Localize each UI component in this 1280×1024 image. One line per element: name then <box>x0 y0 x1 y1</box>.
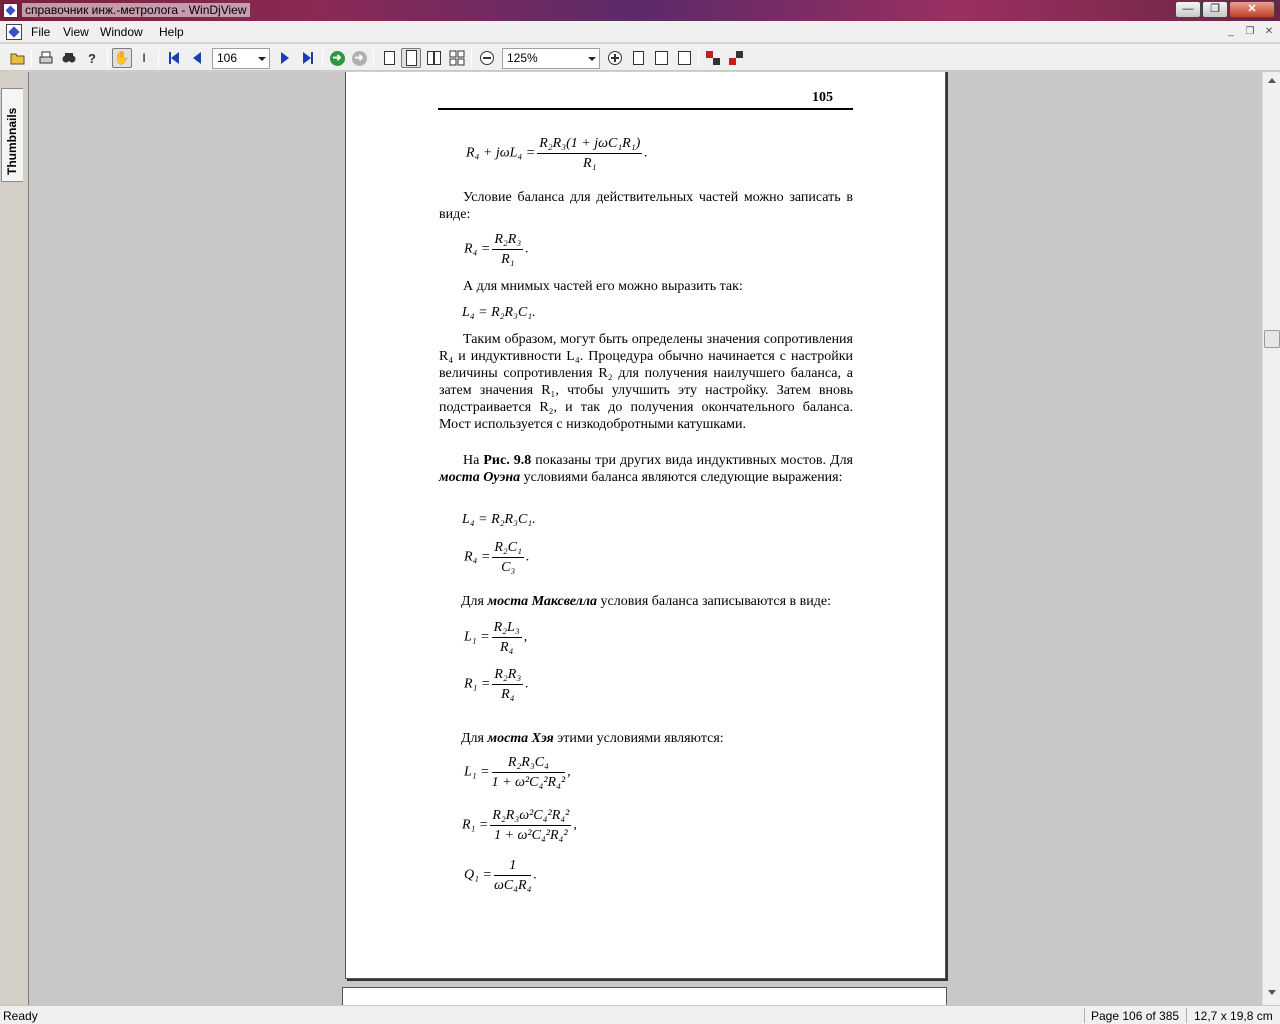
chevron-down-icon <box>258 57 266 61</box>
back-icon[interactable]: ➜ <box>327 48 347 68</box>
paragraph-2: А для мнимых частей его можно выразить так: <box>463 279 743 294</box>
menu-window[interactable]: Window <box>100 25 143 39</box>
zoom-out-icon[interactable] <box>477 48 497 68</box>
single-page-icon[interactable] <box>379 48 399 68</box>
paragraph-4: На Рис. 9.8 показаны три других вида индуктивных мостов. Для моста Оуэна условиями баланса являются следующие выражения: <box>439 453 853 485</box>
fit-page-icon[interactable] <box>674 48 694 68</box>
hand-tool-icon[interactable]: ✋ <box>112 48 132 68</box>
equation-10: Q₁ = $\frac{1}{\text{ωC₄R₄}}$ . <box>464 858 537 893</box>
menu-bar <box>0 21 1280 43</box>
page-number-value: 106 <box>217 51 238 65</box>
equation-7: R₁ = $\frac{\text{R₂R₃}}{\text{R₄}}$ . <box>464 667 529 702</box>
help-icon[interactable]: ? <box>88 50 96 66</box>
mdi-close-button[interactable]: ✕ <box>1264 26 1274 37</box>
thumbnails-tab[interactable] <box>1 88 23 182</box>
document-page <box>345 72 946 979</box>
header-rule <box>438 108 853 110</box>
status-page-size: 12,7 x 19,8 cm <box>1194 1009 1273 1023</box>
windjview-app-icon[interactable] <box>3 3 18 18</box>
forward-icon[interactable]: ➜ <box>349 48 369 68</box>
scroll-up-icon[interactable] <box>1268 78 1276 83</box>
status-page-info: Page 106 of 385 <box>1091 1009 1180 1023</box>
fit-width-icon[interactable] <box>651 48 671 68</box>
status-ready: Ready <box>3 1009 38 1023</box>
previous-page-icon[interactable] <box>187 48 207 68</box>
maximize-button[interactable]: ❐ <box>1202 1 1228 18</box>
title-bar <box>0 0 1280 21</box>
equation-5: R₄ = $\frac{\text{R₂C₁}}{\text{C₃}}$ . <box>464 540 530 575</box>
minimize-button[interactable]: — <box>1175 1 1201 18</box>
paragraph-6: Для моста Хэя этими условиями являются: <box>461 731 724 746</box>
mdi-minimize-button[interactable]: _ <box>1228 26 1234 37</box>
open-icon[interactable] <box>8 48 28 68</box>
equation-2: R₄ = $\frac{\text{R₂R₃}}{\text{R₁}}$ . <box>464 232 529 267</box>
vertical-scrollbar[interactable] <box>1262 72 1280 1005</box>
document-icon[interactable] <box>6 24 22 40</box>
next-document-page <box>342 987 947 1005</box>
next-page-icon[interactable] <box>275 48 295 68</box>
zoom-combo[interactable] <box>502 48 600 69</box>
equation-1: R₄ + jωL₄ = $\frac{\text{R₂R₃(1 + jωC₁R₁)}}{\text{R₁}}$ . <box>466 136 648 171</box>
scrollbar-thumb[interactable] <box>1264 330 1280 348</box>
first-page-icon[interactable] <box>164 48 184 68</box>
equation-6: L₁ = $\frac{\text{R₂L₃}}{\text{R₄}}$ , <box>464 620 528 655</box>
thumbnails-tab-label: Thumbnails <box>5 107 19 175</box>
find-icon[interactable] <box>59 48 79 68</box>
chevron-down-icon <box>588 57 596 61</box>
menu-file[interactable]: File <box>31 25 51 39</box>
rotate-left-icon[interactable] <box>703 48 723 68</box>
close-button[interactable]: ✕ <box>1229 1 1275 18</box>
paragraph-3: Таким образом, могут быть определены значения сопротивления R₄ и индуктивности L₄. Процедура обычно начинается с настройки величины сопротивления R₂ для получения наилучшего баланса, а затем значения R₁, чтобы улучшить эту настройку. Затем вновь подстраивается R₂, и так до получения окончательного баланса. Мост используется с низкодобротными катушками. <box>439 332 853 432</box>
paragraph-5: Для моста Максвелла условия баланса записываются в виде: <box>461 594 831 609</box>
document-viewport[interactable] <box>28 72 1262 1005</box>
page-number: 105 <box>812 90 833 105</box>
menu-help[interactable]: Help <box>159 25 184 39</box>
equation-8: L₁ = $\frac{\text{R₂R₃C₄}}{\text{1 + ω²C₄²R₄²}}$ , <box>464 755 571 790</box>
menu-view[interactable]: View <box>63 25 89 39</box>
facing-pages-icon[interactable] <box>424 48 444 68</box>
continuous-facing-icon[interactable] <box>447 48 467 68</box>
equation-3: L₄ = R₂R₃C₁. <box>462 305 536 320</box>
equation-9: R₁ = $\frac{\text{R₂R₃ω²C₄²R₄²}}{\text{1 + ω²C₄²R₄²}}$ , <box>462 808 577 843</box>
actual-size-icon[interactable] <box>628 48 648 68</box>
zoom-in-icon[interactable] <box>605 48 625 68</box>
zoom-value: 125% <box>507 51 538 65</box>
page-number-combo[interactable] <box>212 48 270 69</box>
status-bar <box>0 1005 1280 1024</box>
toolbar <box>0 44 1280 71</box>
window-title: справочник инж.-метролога - WinDjView <box>22 3 250 17</box>
select-tool-icon[interactable]: I <box>142 51 146 65</box>
equation-4: L₄ = R₂R₃C₁. <box>462 512 536 527</box>
paragraph-1: Условие баланса для действительных частей можно записать в виде: <box>439 190 853 222</box>
print-icon[interactable] <box>36 48 56 68</box>
mdi-restore-button[interactable]: ❐ <box>1245 26 1255 37</box>
continuous-page-icon[interactable] <box>401 48 421 68</box>
rotate-right-icon[interactable] <box>726 48 746 68</box>
scroll-down-icon[interactable] <box>1268 990 1276 995</box>
last-page-icon[interactable] <box>298 48 318 68</box>
